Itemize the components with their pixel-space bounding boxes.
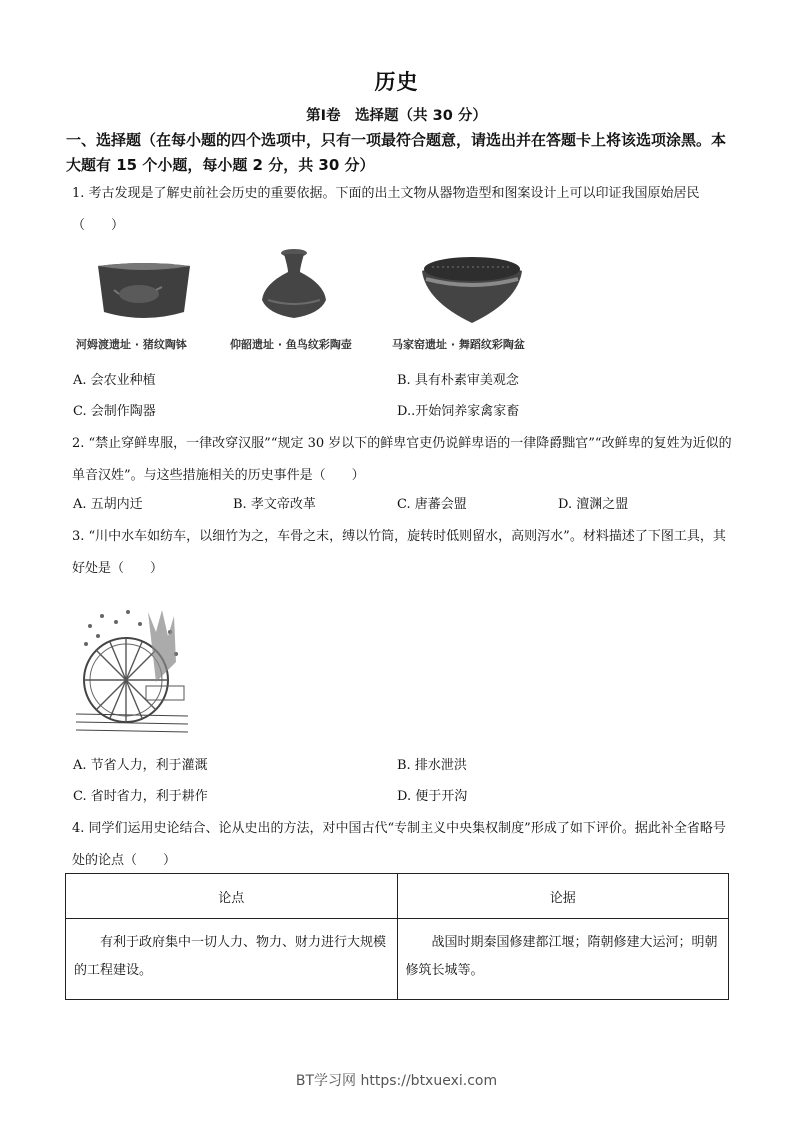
section-heading: 一、选择题（在每小题的四个选项中，只有一项最符合题意，请选出并在答题卡上将该选项涂黑。本大题有 15 个小题，每小题 2 分，共 30 分） <box>66 131 727 174</box>
pottery-vase-icon <box>258 248 330 330</box>
part-subtitle: 第Ⅰ卷 选择题（共 30 分） <box>306 108 487 124</box>
figure-caption-3: 马家窑遗址 · 舞蹈纹彩陶盆 <box>392 338 525 351</box>
table-header-row <box>66 874 729 919</box>
q2-option-d[interactable]: D. 澶渊之盟 <box>558 497 629 512</box>
argument-table <box>65 873 729 1000</box>
table-cell-argument: 有利于政府集中一切人力、物力、财力进行大规模的工程建设。 <box>66 919 398 1000</box>
q2-option-b[interactable]: B. 孝文帝改革 <box>233 497 316 512</box>
table-header-evidence: 论据 <box>397 874 729 919</box>
q2-option-a[interactable]: A. 五胡内迁 <box>73 497 143 512</box>
water-wheel-illustration-icon <box>76 602 188 742</box>
question-2-stem: 2. “禁止穿鲜卑服，一律改穿汉服”“规定 30 岁以下的鲜卑官吏仍说鲜卑语的一律降爵黜官”“改鲜卑的复姓为近似的单音汉姓”。与这些措施相关的历史事件是（ ） <box>72 436 732 483</box>
q1-option-d[interactable]: D..开始饲养家禽家畜 <box>397 404 520 419</box>
table-header-argument: 论点 <box>66 874 398 919</box>
footer-watermark: BT学习网 https://btxuexi.com <box>295 1073 498 1089</box>
pottery-bowl-pig-pattern-icon <box>94 260 194 328</box>
q3-option-d[interactable]: D. 便于开沟 <box>397 789 468 804</box>
q1-option-b[interactable]: B. 具有朴素审美观念 <box>397 373 519 388</box>
question-1-stem: 1. 考古发现是了解史前社会历史的重要依据。下面的出土文物从器物造型和图案设计上可以印证我国原始居民（ ） <box>72 186 700 233</box>
question-4-stem: 4. 同学们运用史论结合、论从史出的方法，对中国古代“专制主义中央集权制度”形成了如下评价。据此补全省略号处的论点（ ） <box>72 821 726 868</box>
figure-caption-2: 仰韶遗址 · 鱼鸟纹彩陶壶 <box>230 338 352 351</box>
q1-option-a[interactable]: A. 会农业种植 <box>73 373 156 388</box>
table-cell-evidence: 战国时期秦国修建都江堰；隋朝修建大运河；明朝修筑长城等。 <box>397 919 729 1000</box>
table-row <box>66 919 729 1000</box>
pottery-basin-icon <box>420 253 524 329</box>
q2-option-c[interactable]: C. 唐蕃会盟 <box>397 497 467 512</box>
q3-option-c[interactable]: C. 省时省力，利于耕作 <box>73 789 208 804</box>
question-3-stem: 3. “川中水车如纺车，以细竹为之，车骨之末，缚以竹筒，旋转时低则留水，高则泻水”。材料描述了下图工具，其好处是（ ） <box>72 529 726 576</box>
figure-caption-1: 河姆渡遗址 · 猪纹陶钵 <box>76 338 187 351</box>
q3-option-a[interactable]: A. 节省人力，利于灌溉 <box>73 758 208 773</box>
q3-option-b[interactable]: B. 排水泄洪 <box>397 758 467 773</box>
page-title: 历史 <box>374 70 419 94</box>
q1-option-c[interactable]: C. 会制作陶器 <box>73 404 156 419</box>
